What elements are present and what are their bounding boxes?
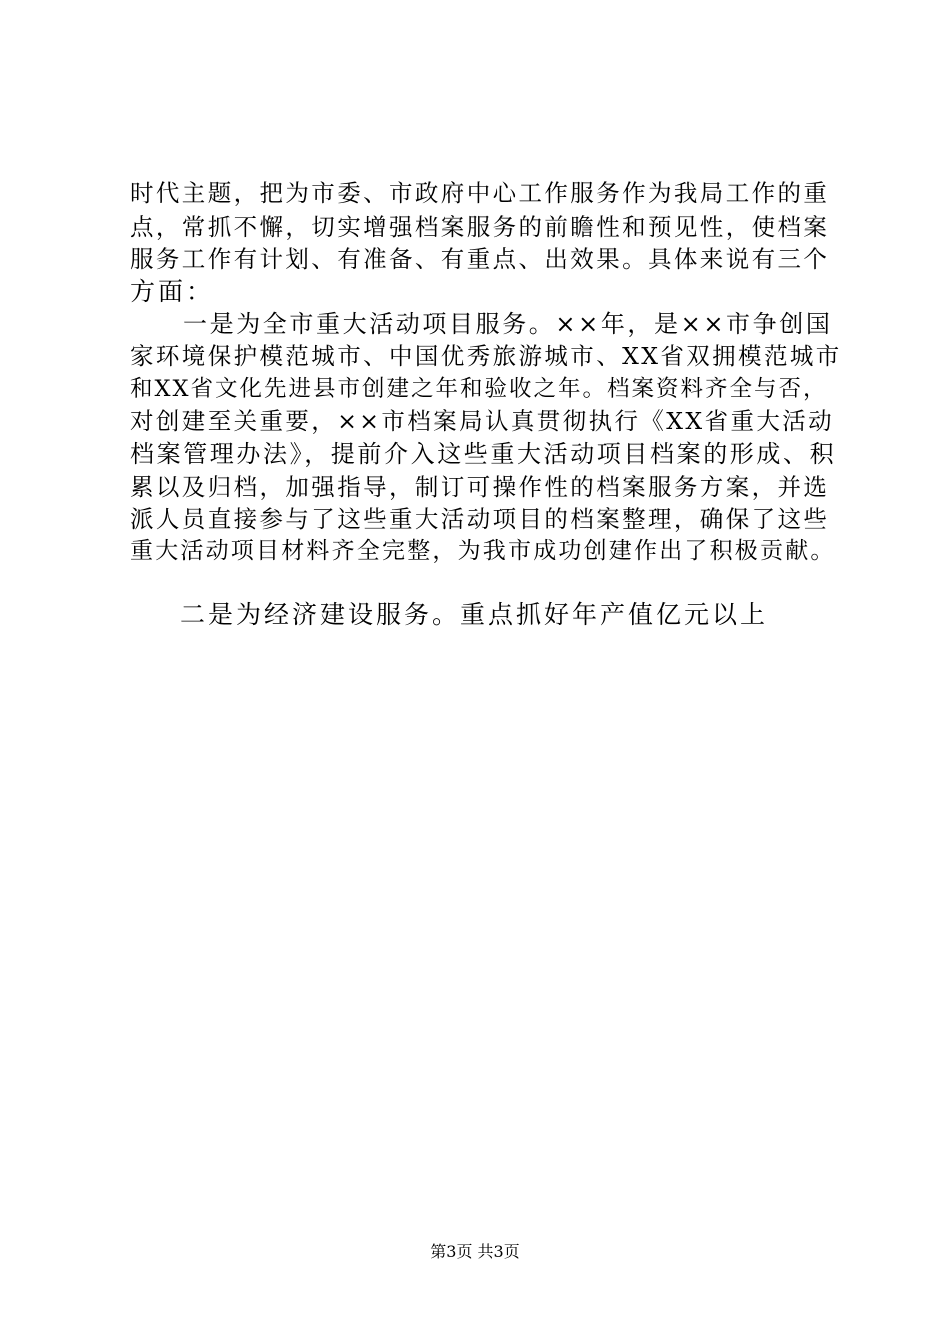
paragraph-1-line-4: 方面： xyxy=(130,277,215,306)
paragraph-2-line-5: 档案管理办法》，提前介入这些重大活动项目档案的形成、积 xyxy=(130,440,837,468)
paragraph-2-line-4: 对创建至关重要，××市档案局认真贯彻执行《XX省重大活动 xyxy=(130,407,835,435)
paragraph-2-line-6: 累以及归档，加强指导，制订可操作性的档案服务方案，并选 xyxy=(130,473,830,501)
paragraph-2-line-7: 派人员直接参与了这些重大活动项目的档案整理，确保了这些 xyxy=(130,505,830,533)
paragraph-2-line-1: 一是为全市重大活动项目服务。××年，是××市争创国 xyxy=(183,310,833,338)
paragraph-3-line-1: 二是为经济建设服务。重点抓好年产值亿元以上 xyxy=(180,600,769,629)
paragraph-2-line-8: 重大活动项目材料齐全完整，为我市成功创建作出了积极贡献。 xyxy=(130,538,836,564)
paragraph-1-line-1: 时代主题，把为市委、市政府中心工作服务作为我局工作的重 xyxy=(130,179,830,207)
page-number-footer: 第3页 共3页 xyxy=(430,1242,520,1261)
paragraph-1-line-3: 服务工作有计划、有准备、有重点、出效果。具体来说有三个 xyxy=(130,245,830,273)
paragraph-2-line-3: 和XX省文化先进县市创建之年和验收之年。档案资料齐全与否， xyxy=(130,376,828,402)
paragraph-1-line-2: 点，常抓不懈，切实增强档案服务的前瞻性和预见性，使档案 xyxy=(130,213,830,241)
paragraph-2-line-2: 家环境保护模范城市、中国优秀旅游城市、XX省双拥模范城市 xyxy=(130,342,842,370)
